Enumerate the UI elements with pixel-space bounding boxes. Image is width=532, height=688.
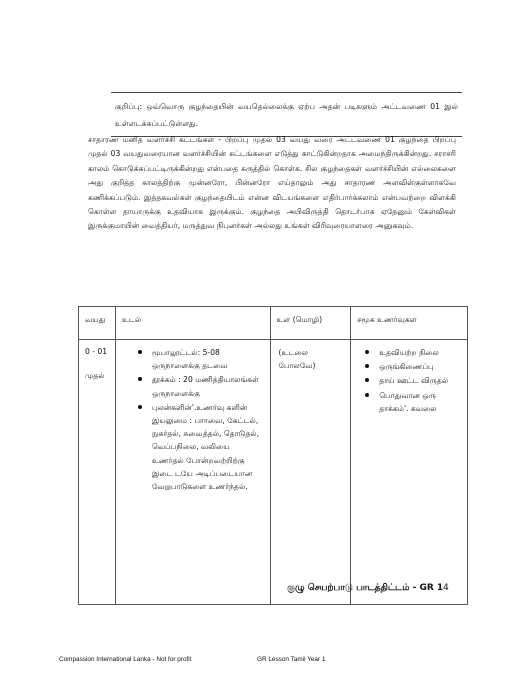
table-row (79, 340, 468, 605)
header-mind: உள (மொழி) (270, 307, 351, 340)
list-item: மூபாலூட்டல்: 5-08 ஒருநாளைக்கு தடவை (122, 346, 264, 372)
footer-title: குழு செயற்பாடு பாடத்திட்டம் - GR 1 (287, 583, 444, 593)
mind-cell (270, 340, 351, 605)
list-item: தாய் ஊட்ட விருதல் (357, 374, 461, 387)
header-body: உடல் (115, 307, 270, 340)
note-box (111, 92, 462, 137)
header-social: சமூக உணர்வுகள (351, 307, 468, 340)
mind-text: (உடலை போலவே) (278, 348, 316, 370)
footer-right-text: GR Lesson Tamil Year 1 (257, 656, 326, 663)
intro-paragraph (88, 133, 456, 234)
intro-text: சாதாரண மனித வளர்ச்சி கட்டங்கள் - பிறப்பு முதல் 03 வயது வரை அட்டவணை 01 குழந்தை பிறப்பு முதல் 03 வயதுவரையான வளர்ச்சியின் கட்டங்களை எடுத்து காட்டுகின்றதாக அமைந்திருக்கின்றது. சராசரி காலம் கொடுக்கப்பட்டிருக்கின்றது என்பதை கருத்தில் கொள்க. சில குழந்தைகள் வளர்ச்சியின் எல்லைகளை அது குறித்த காலத்திற்கு முன்னரோ, பின்னரோ எய்தாலும் அது சாதாரண அளவிள்குள்ளாகவே கணிக்கப்படும். இத்தகவல்கள் குழந்தையிடம் என்ன விடயங்களை எதிர்பார்க்கலாம் என்பவற்றை விளக்கி கொள்ள தாயாருக்கு உதவியாக இருக்கும். குழந்தை அபிவிருத்தி தொடர்பாக ஏதேனும் கேள்விகள் இருக்குமாயின் வைத்தியர், மருத்துவ நிபுனர்கள் அல்லது உங்கள் விரிவுரையாளரை அனுகவும். (88, 135, 456, 231)
age-cell (79, 340, 116, 605)
list-item: புலன்களின்'.உணர்வு களின் இயலுமை : பாாவை, கேட்டல், நுகர்தல், சுவைத்தல், தொடுதல், வெப்பநிலை, வலியை உணர்தல் போன்றவற்றிற்கு இடை டயே அடிப்படையான வேறுபாடுகளை உணர்ந்தல். (122, 401, 264, 493)
list-item: ஒருங்கிணைப்பு (357, 360, 461, 373)
social-list (357, 346, 461, 415)
body-list (122, 346, 264, 493)
age-label: முதல் (85, 371, 105, 380)
table-header-row (79, 307, 468, 340)
body-cell (115, 340, 270, 605)
list-item: தூக்கம் : 20 மணித்தியாலங்கள் ஒருநாளைக்கு (122, 373, 264, 399)
header-age: வயது (79, 307, 116, 340)
list-item: பொதுவான ஒரு தாக்கம்'. கவலை (357, 389, 461, 415)
development-table (78, 306, 468, 605)
age-range: 0 - 01 (85, 347, 108, 356)
note-text: குறிப்பு: ஒவ்வொரு குழந்தையின் வயதெல்லைக்கு ஏற்ப அதன் படிகளும் அட்டவணை 01 இல் உள்ளடக்கப்பட்டுள்ளது. (115, 102, 458, 128)
footer-left-text: Compassion International Lanka - Not for profit (59, 656, 192, 663)
list-item: உதவியற்ற நிலை (357, 346, 461, 359)
page-number: 4 (443, 583, 449, 593)
social-cell (351, 340, 468, 605)
